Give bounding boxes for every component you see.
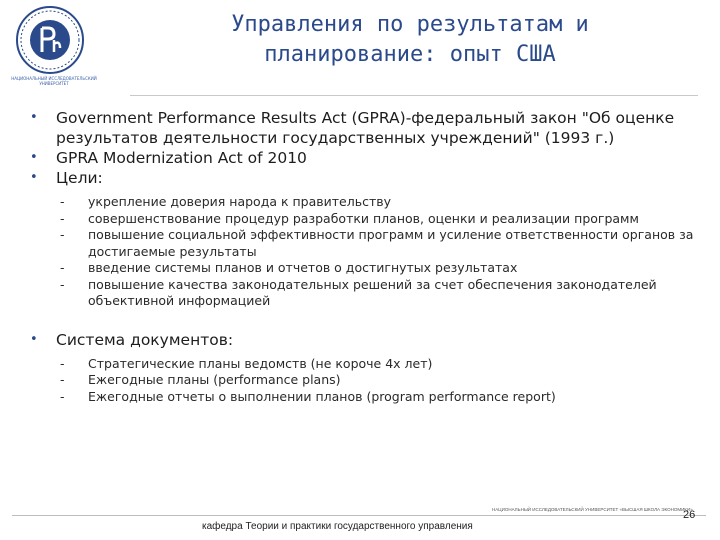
bullet-item	[28, 330, 700, 350]
footer-divider	[12, 515, 706, 516]
bullet-text: Government Performance Results Act (GPRA)-федеральный закон "Об оценке результатов деятельности государственных учреждений" (1993 г.)	[56, 109, 675, 147]
bullet-item	[28, 168, 700, 188]
sub-item-text: Ежегодные отчеты о выполнении планов (program performance report)	[88, 388, 556, 404]
bullet-text: Система документов:	[56, 330, 234, 349]
sub-item-text: введение системы планов и отчетов о достигнутых результатах	[88, 260, 518, 275]
sub-item: - повышение качества законодательных решений за счет обеспечения законодателей объективной информацией	[60, 276, 657, 308]
goals-sublist	[60, 194, 700, 310]
logo-caption: НАЦИОНАЛЬНЫЙ ИССЛЕДОВАТЕЛЬСКИЙ УНИВЕРСИТЕТ	[11, 76, 97, 86]
footer-university-name: НАЦИОНАЛЬНЫЙ ИССЛЕДОВАТЕЛЬСКИЙ УНИВЕРСИТЕТ «ВЫСШАЯ ШКОЛА ЭКОНОМИКИ»	[492, 507, 693, 512]
bullet-icon: •	[30, 331, 38, 347]
sub-item: - Стратегические планы ведомств (не короче 4х лет)	[60, 355, 433, 371]
bullet-icon: •	[30, 110, 38, 125]
title-divider	[130, 95, 698, 96]
documents-sublist	[60, 356, 700, 406]
bullet-text: Цели:	[56, 169, 103, 187]
sub-item-text: повышение социальной эффективности программ и усиление ответственности органов за достигаемые результаты	[88, 227, 694, 259]
sub-item: - введение системы планов и отчетов о достигнутых результатах	[60, 260, 518, 275]
sub-item: - Ежегодные планы (performance plans)	[60, 372, 341, 387]
title-line-1: Управления по результатам и	[231, 12, 589, 37]
bullet-item	[28, 108, 700, 148]
sub-item-text: повышение качества законодательных решений за счет обеспечения законодателей объективной информацией	[88, 276, 657, 308]
footer-department: кафедра Теории и практики государственного управления	[202, 521, 473, 532]
bullet-item	[28, 148, 700, 168]
sub-item: - Ежегодные отчеты о выполнении планов (program performance report)	[60, 388, 556, 404]
sub-item: - совершенствование процедур разработки планов, оценки и реализации программ	[60, 210, 639, 226]
sub-item-text: Стратегические планы ведомств (не короче 4х лет)	[88, 355, 433, 371]
bullet-list	[28, 108, 700, 405]
page-title	[150, 10, 670, 70]
bullet-icon: •	[30, 150, 38, 165]
title-line-2: планирование: опыт США	[264, 42, 556, 67]
bullet-icon: •	[30, 170, 38, 185]
sub-item-text: совершенствование процедур разработки планов, оценки и реализации программ	[88, 210, 639, 226]
page-number: 26	[683, 509, 696, 521]
bullet-text: GPRA Modernization Act of 2010	[56, 149, 307, 167]
sub-item-text: укрепление доверия народа к правительству	[88, 194, 392, 209]
sub-item: - укрепление доверия народа к правительству	[60, 194, 392, 209]
sub-item-text: Ежегодные планы (performance plans)	[88, 372, 341, 387]
sub-item: - повышение социальной эффективности программ и усиление ответственности органов за достигаемые результаты	[60, 227, 694, 259]
